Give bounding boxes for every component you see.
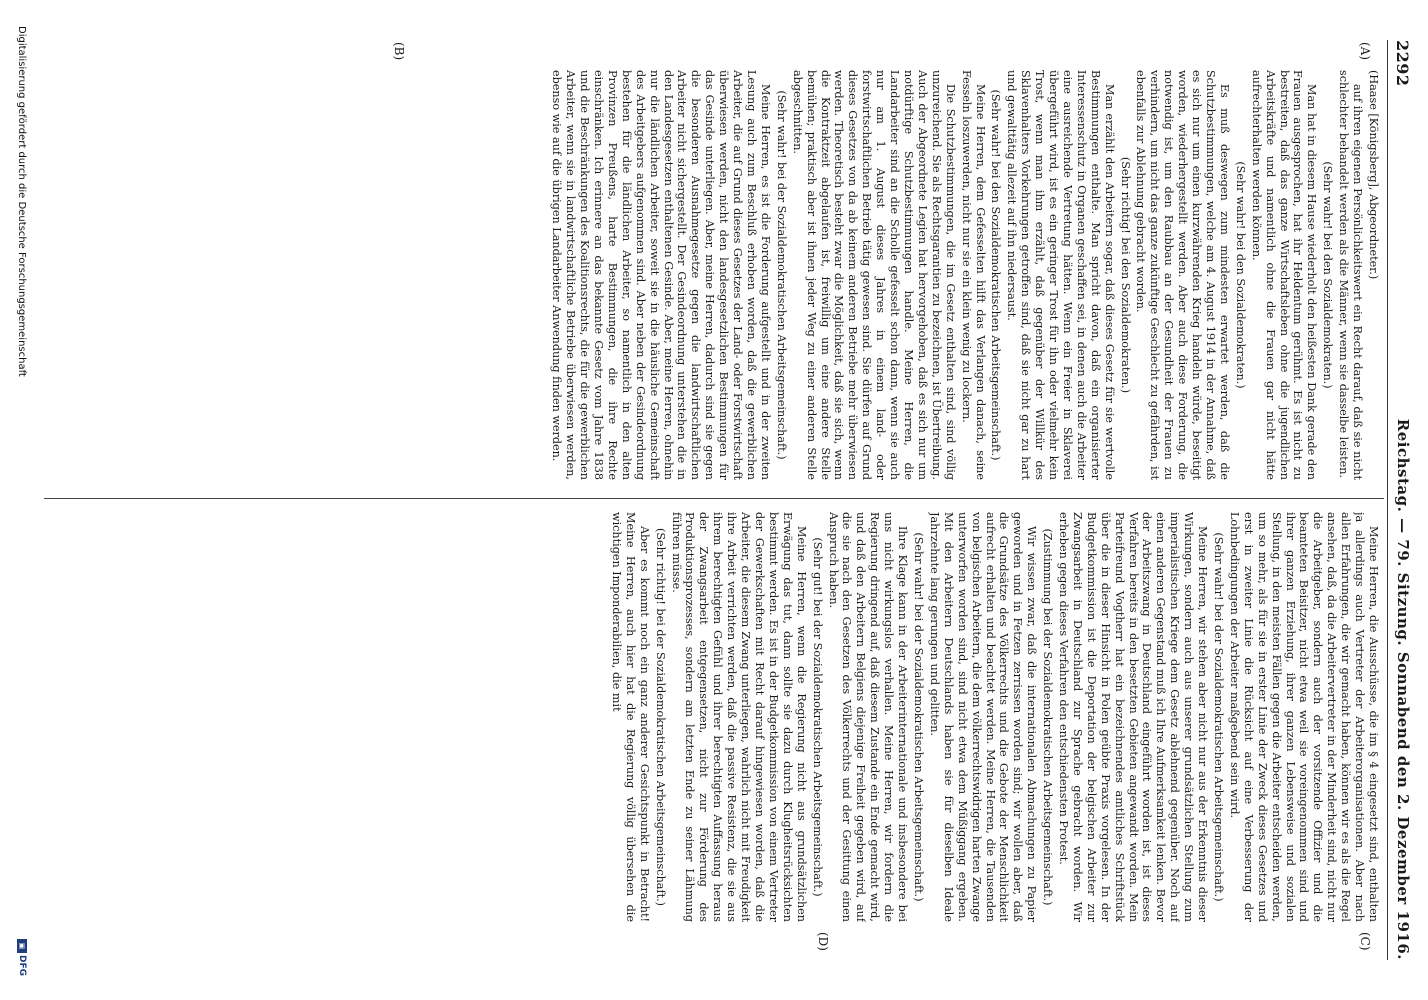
page-footer: [12, 26, 32, 976]
left-column: [50, 70, 1380, 480]
paragraph: Meine Herren, wir stehen aber nicht nur aus der Erkenntnis dieser Wirkungen, sondern auch aus unserer grundsätzlichen Stellung zum imperialistischen Kriege dem Gesetz ablehnend gegenüber. Noch auf einen anderen Gegenstand muß ich Ihre Aufmerksamkeit lenken. Bevor der Arbeitszwang in Deutschland eingeführt worden ist, ist dieses Verfahren bereits in den besetzten Gebieten angewandt worden. Mein Parteifreund Vogtherr hat ein bezeichnendes amtliches Schriftstück über die in dieser Hinsicht in Polen geübte Praxis vorgelesen. In der Budgetkommission ist die Deportation der belgischen Arbeiter zur Zwangsarbeit in Deutschland zur Sprache gebracht worden. Wir erheben gegen dieses Verfahren den entschiedensten Protest.: [1057, 512, 1210, 922]
paragraph: Meine Herren, es ist die Forderung aufgestellt und in der zweiten Lesung auch zum Beschluß erhoben worden, daß die gewerblichen Arbeiter, die auf Grund dieses Gesetzes der Land- oder Forstwirtschaft überwiesen werden, nicht den landesgesetzlichen Bestimmungen für das Gesinde unterliegen. Aber, meine Herren, dadurch sind sie gegen die besonderen Ausnahmegesetze gegen die landwirtschaftlichen Arbeiter nicht sichergestellt. Der Gesindeordnung unterstehen die in den Landesgesetzen enthaltenen Gesinde. Aber, meine Herren, ohnehin nur die ländlichen Arbeiter, soweit sie in die häusliche Gemeinschaft des Arbeitgebers aufgenommen sind. Aber neben der Gesindeordnung bestehen für die ländlichen Arbeiter, so namentlich in den alten Provinzen Preußens, harte Bestimmungen, die ihre Rechte einschränken. Ich erinnere an das bekannte Gesetz vom Jahre 1838 und die Beschränkungen des Koalitionsrechts, die für die gewerblichen Arbeiter, wenn sie in landwirtschaftliche Betriebe überwiesen werden, ebenso wie auf die übrigen Landarbeiter Anwendung finden werden.: [550, 70, 772, 480]
paragraph: Man hat in diesem Hause wiederholt den heißesten Dank gerade den Frauen ausgesprochen, hat ihr Heldentum gerühmt. Es ist nicht zu bestreiten, daß das ganze Wirtschaftsleben ohne die jugendlichen Arbeitskräfte und namentlich ohne die Frauen gar nicht hätte aufrechterhalten werden können.: [1249, 70, 1319, 480]
interjection: (Sehr richtig! bei der Sozialdemokratischen Arbeitsgemeinschaft.): [653, 527, 667, 906]
paragraph: Ihre Klage kann in der Arbeiterinternationale und insbesondere bei uns nicht wirkungslos verhallen. Meine Herren, wir fordern die Regierung dringend auf, daß diesem Zustande ein Ende gemacht wird, und daß den Arbeitern Belgiens diejenige Freiheit gegeben wird, auf die sie nach den Gesetzen des Völkerrechts und der Gesittung einen Anspruch haben.: [826, 512, 910, 922]
header-rule: [1387, 40, 1388, 960]
interjection: (Sehr wahr! bei den Sozialdemokraten.): [1233, 161, 1247, 389]
dfg-logo-icon: ▣: [17, 939, 27, 953]
paragraph: Wir wissen zwar, daß die internationalen Abmachungen zu Papier geworden und in Fetzen zerrissen worden sind; wir wollen aber, daß die Grundsätze des Völkerrechts und die Gebote der Menschlichkeit aufrecht erhalten und beachtet werden. Meine Herren, die Tausenden von belgischen Arbeitern, die dem völkerrechtswidrigen harten Zwange unterworfen worden sind, sind nicht etwa dem Müßiggang ergeben. Mit den Arbeitern Deutschlands haben sie für dieselben Ideale Jahrzehnte lang gerungen und gelitten.: [927, 512, 1039, 922]
right-column: [50, 512, 1380, 922]
column-divider: [44, 498, 1384, 499]
interjection: (Sehr wahr! bei der Sozialdemokratischen Arbeitsgemeinschaft.): [912, 532, 925, 902]
interjection: (Sehr gut! bei der Sozialdemokratischen Arbeitsgemeinschaft.): [810, 537, 824, 897]
paragraph: Meine Herren, dem Gefesselten hilft das Verlangen danach, seine Fesseln loszuwerden, nicht nur sie ein klein wenig zu lockern.: [959, 70, 987, 480]
page-title: Reichstag. — 79. Sitzung. Sonnabend den 2. Dezember 1916.: [1394, 418, 1412, 960]
paragraph: Meine Herren, wenn die Regierung nicht aus grundsätzlichen Erwägung das tut, dann sollte sie dazu durch Klugheitsrücksichten bestimmt werden. Es ist in der Budgetkommission von einem Vertreter der Gewerkschaften mit Recht darauf hingewiesen worden, daß die Arbeiter, die diesem Zwang unterliegen, wahrlich nicht mit Freudigkeit ihre Arbeit verrichten werden, daß die passive Resistenz, die sie aus ihrem berechtigten Gefühl und ihrer berechtigten Auffassung heraus der Zwangsarbeit entgegensetzen, nicht zur Förderung des Produktionsprozesses, sondern am letzten Ende zu seiner Lähmung führen müsse.: [669, 512, 808, 922]
margin-mark-b: (B): [392, 42, 406, 61]
interjection: (Sehr wahr! bei den Sozialdemokratischen Arbeitsgemeinschaft.): [989, 89, 1003, 461]
margin-mark-a: (A): [1358, 42, 1372, 61]
margin-mark-c: (C): [1358, 932, 1372, 951]
paragraph: Man erzählt den Arbeitern sogar, daß dieses Gesetz für sie wertvolle Bestimmungen enthalte. Man spricht davon, daß ein organisierter Interessenschutz in Organen geschaffen sei, in denen auch die Arbeiter eine ausreichende Vertretung hätten. Wenn ein Freier in Sklaverei übergeführt wird, ist es ein geringer Trost für ihn oder vielmehr kein Trost, wenn man ihm erzählt, daß gegenüber der Willkür des Sklavenhalters Vorkehrungen getroffen sind, daß sie nicht gar zu hart und gewalttätig allezeit auf ihn niedersaust.: [1005, 70, 1116, 480]
paragraph: Meine Herren, die Ausschüsse, die im § 4 eingesetzt sind, enthalten ja allerdings auch Vertreter der Arbeiterorganisationen. Aber nach allen Erfahrungen, die wir gemacht haben, können wir es als die Regel ansehen, daß, da die Arbeitervertreter in der Minderheit sind, nicht nur die Arbeitgeber, sondern auch der vorsitzende Offizier und die beamteten Beisitzer, nicht etwa weil sie voreingenommen sind und ihrer ganzen Erziehung, ihrer ganzen Lebensweise und sozialen Stellung, in den meisten Fällen gegen die Arbeiter entscheiden werden, um so mehr, als für sie in erster Linie der Zweck dieses Gesetzes und erst in zweiter Linie die Rücksicht auf eine Verbesserung der Lohnbedingungen der Arbeiter maßgebend sein wird.: [1227, 512, 1380, 922]
paragraph: Es muß deswegen zum mindesten erwartet werden, daß die Schutzbestimmungen, welche am 4. August 1914 in der Annahme, daß es sich nur um einen kurzwährenden Krieg handeln würde, beseitigt worden, wiederhergestellt werden. Aber auch diese Forderung, die notwendig ist, um den Raubbau an der Gesundheit der Frauen zu verhindern, um nicht das ganze zukünftige Geschlecht zu gefährden, ist ebenfalls zur Ablehnung gebracht worden.: [1134, 70, 1231, 480]
dfg-logo-text: DFG: [17, 954, 27, 976]
speaker-line: (Haase [Königsberg], Abgeordneter.): [1367, 70, 1380, 280]
page-number: 2292: [1393, 40, 1413, 87]
margin-mark-d: (D): [816, 932, 830, 951]
interjection: (Sehr richtig! bei den Sozialdemokraten.): [1118, 156, 1132, 394]
dfg-logo: [17, 939, 27, 976]
interjection: (Zustimmung bei der Sozialdemokratischen Arbeitsgemeinschaft.): [1041, 528, 1055, 906]
interjection: (Sehr wahr! bei der Sozialdemokratischen Arbeitsgemeinschaft.): [774, 90, 788, 460]
page-header: [1390, 40, 1416, 960]
paragraph: Aber es kommt noch ein ganz anderer Gesichtspunkt in Betracht! Meine Herren, auch hier hat die Regierung völlig übersehen die wichtigen Imponderabilien, die mit: [609, 512, 651, 922]
paragraph: auf ihren eigenen Persönlichkeitswert ein Recht darauf, daß sie nicht schlechter behandelt werden als die Männer, wenn sie dasselbe leisten.: [1337, 70, 1365, 480]
interjection: (Sehr wahr! bei der Sozialdemokratischen Arbeitsgemeinschaft.): [1212, 532, 1226, 902]
paragraph: Die Schutzbestimmungen, die im Gesetz enthalten sind, sind völlig unzureichend. Sie als Rechtsgarantien zu bezeichnen, ist Übertreibung. Auch der Abgeordnete Legien hat hervorgehoben, daß es sich nur um notdürftige Schutzbestimmungen handle. Meine Herren, die Landarbeiter sind an die Scholle gefesselt schon dann, wenn sie auch nur am 1. August dieses Jahres in einem land- oder forstwirtschaftlichen Betrieb tätig gewesen sind. Sie dürfen auf Grund dieses Gesetzes von da ab keinem anderen Betriebe mehr überwiesen werden. Theoretisch besteht zwar die Möglichkeit, daß sie sich, wenn die Kontraktzeit abgelaufen ist, freiwillig um eine andere Stelle bemühen; praktisch aber ist ihnen jeder Weg zu einer anderen Stelle abgeschnitten.: [790, 70, 957, 480]
digitization-note: Digitalisierung gefördert durch die Deutsche Forschungsgemeinschaft: [16, 26, 28, 377]
interjection: (Sehr wahr! bei den Sozialdemokraten.): [1321, 161, 1335, 389]
